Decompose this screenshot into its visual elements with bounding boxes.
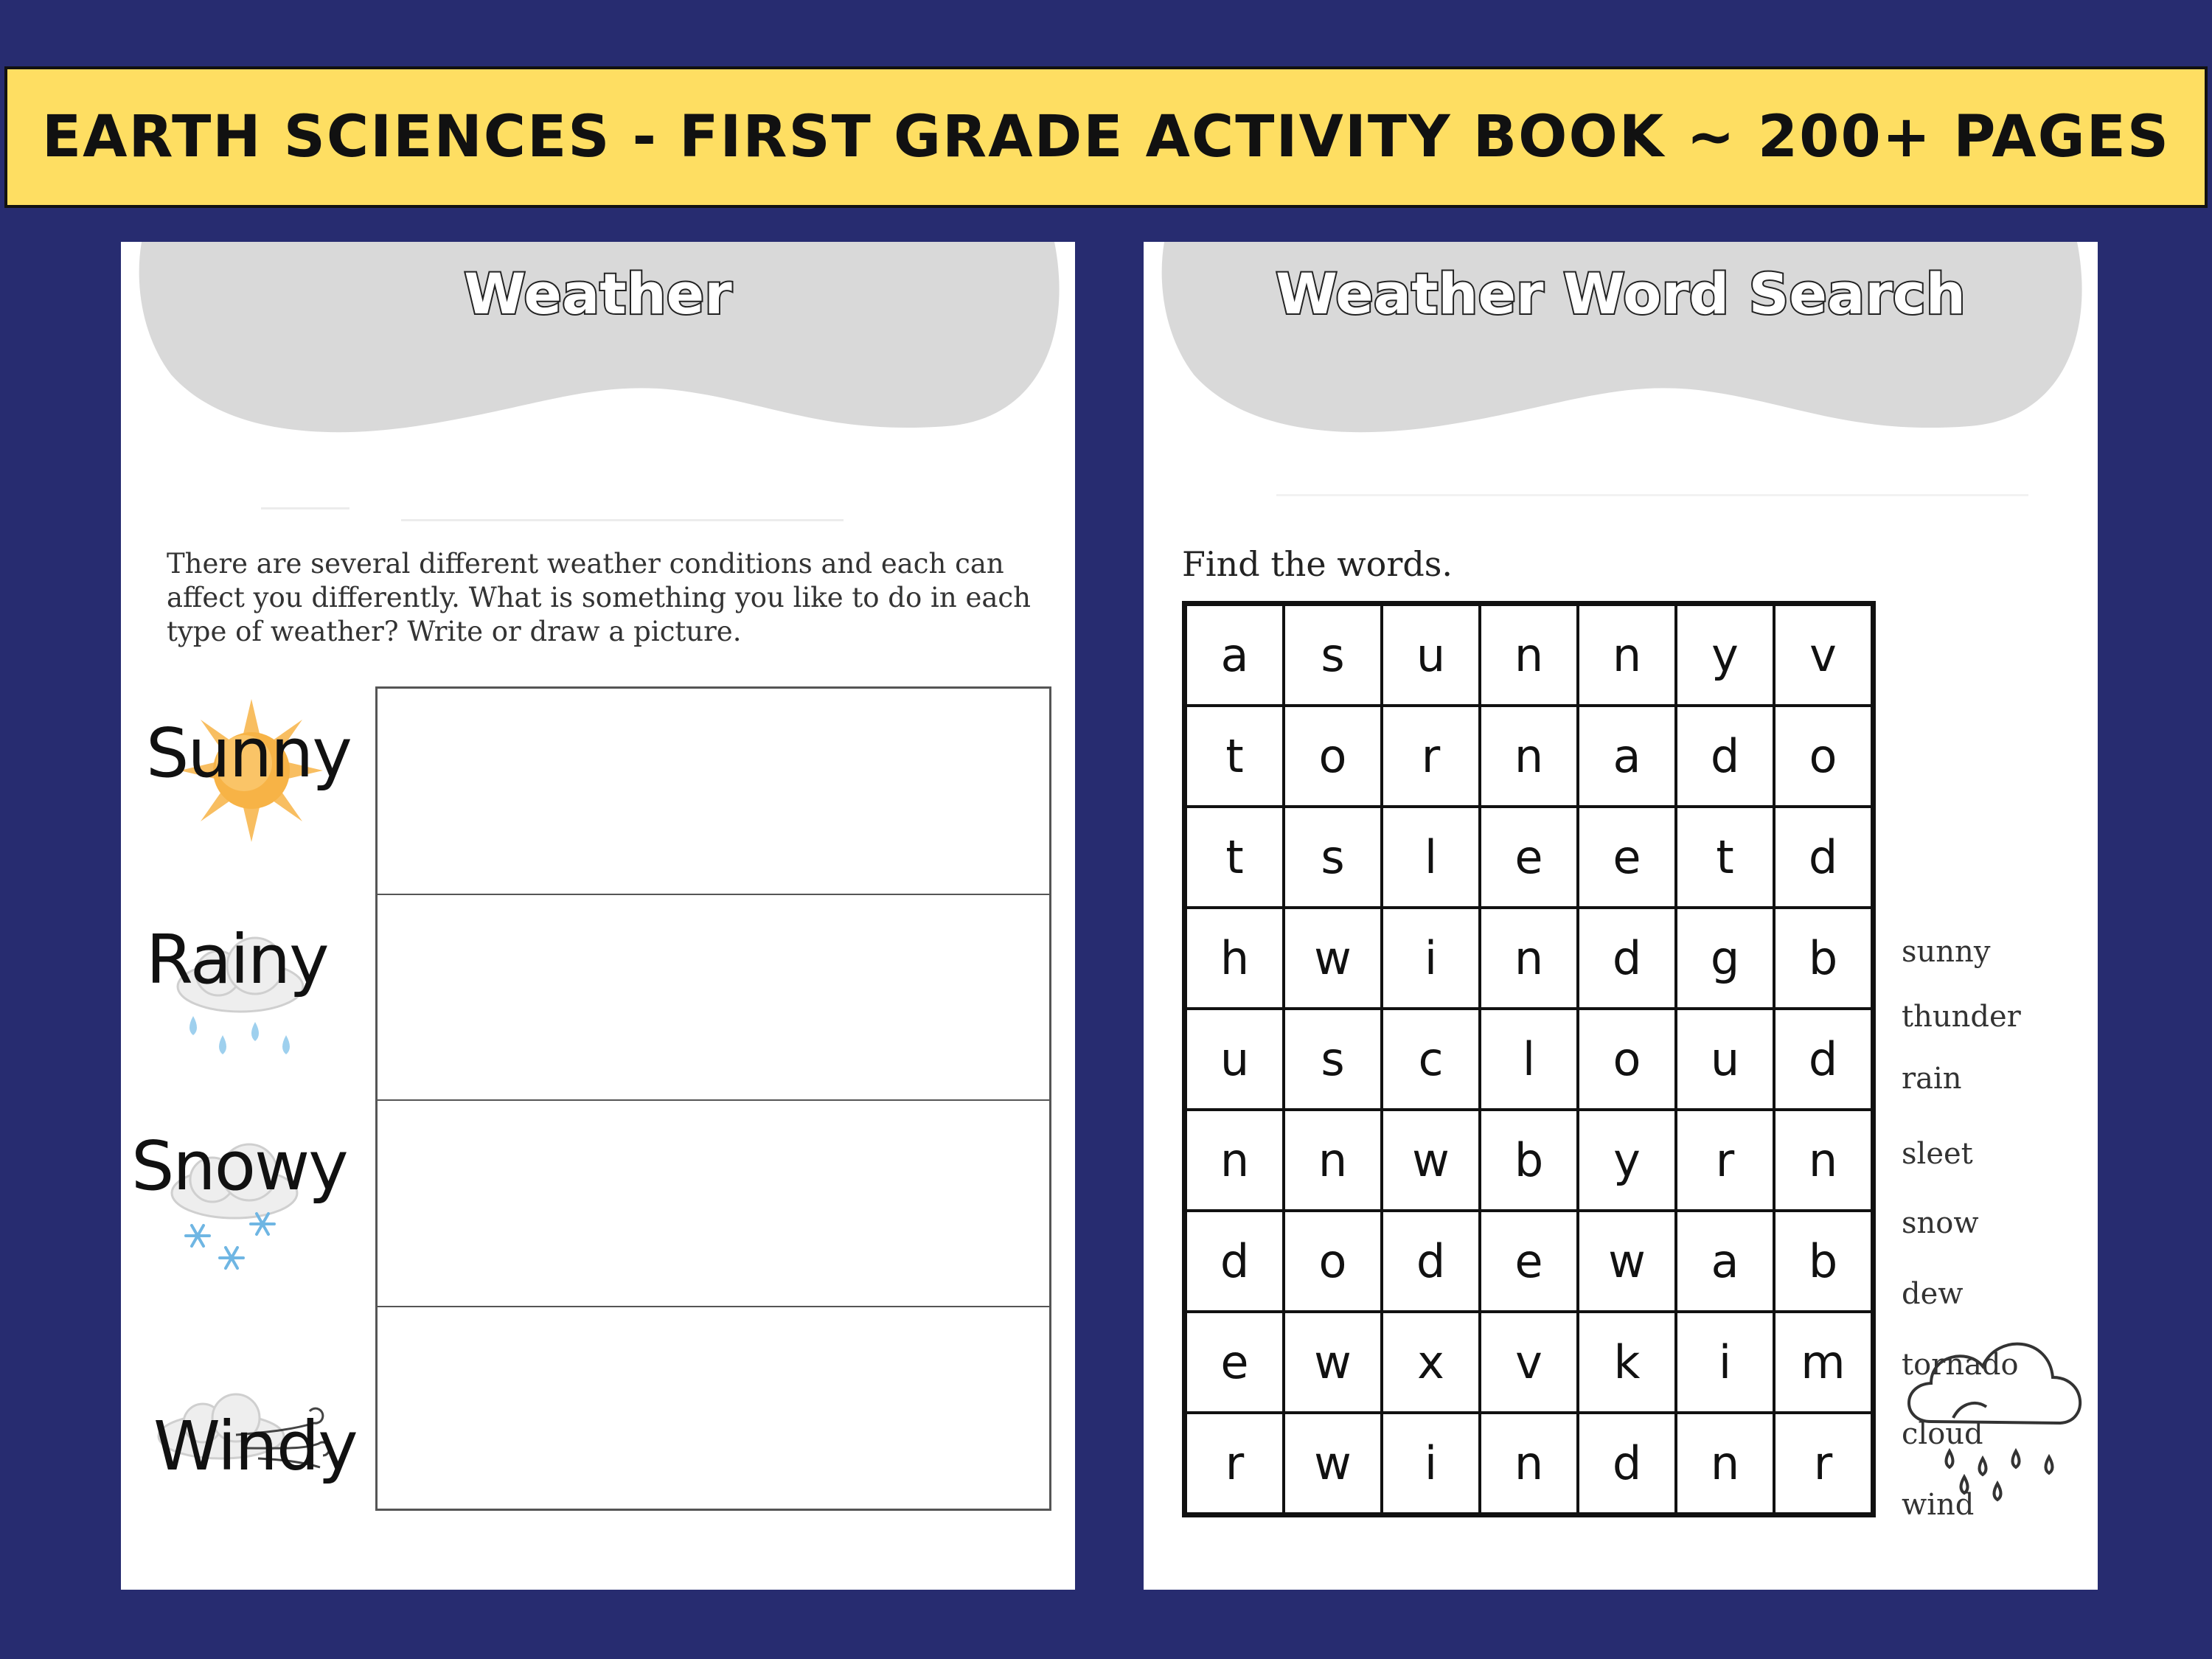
name-line-fragment <box>261 507 349 509</box>
grid-cell: k <box>1578 1312 1676 1413</box>
grid-cell: b <box>1774 1211 1872 1312</box>
name-line <box>401 519 844 521</box>
grid-cell: l <box>1382 807 1480 908</box>
grid-cell: d <box>1578 1413 1676 1514</box>
word-list-item: rain <box>1902 1062 1962 1096</box>
grid-cell: a <box>1186 605 1284 706</box>
label-windy: Windy <box>153 1407 357 1486</box>
word-list-item: sleet <box>1902 1137 1973 1171</box>
grid-cell: u <box>1676 1009 1774 1110</box>
grid-cell: d <box>1676 706 1774 807</box>
grid-cell: a <box>1578 706 1676 807</box>
rain-cloud-outline-icon <box>1902 1326 2098 1510</box>
grid-cell: w <box>1382 1110 1480 1211</box>
grid-cell: n <box>1774 1110 1872 1211</box>
word-list-item: wind <box>1902 1488 1975 1522</box>
grid-cell: t <box>1676 807 1774 908</box>
grid-cell: i <box>1382 1413 1480 1514</box>
grid-cell: i <box>1676 1312 1774 1413</box>
row-divider <box>378 1306 1049 1307</box>
grid-cell: n <box>1480 908 1578 1009</box>
grid-cell: n <box>1480 706 1578 807</box>
grid-cell: v <box>1480 1312 1578 1413</box>
grid-cell: w <box>1578 1211 1676 1312</box>
grid-cell: n <box>1480 1413 1578 1514</box>
grid-cell: m <box>1774 1312 1872 1413</box>
grid-cell: e <box>1186 1312 1284 1413</box>
grid-cell: t <box>1186 807 1284 908</box>
grid-cell: c <box>1382 1009 1480 1110</box>
grid-cell: d <box>1774 1009 1872 1110</box>
grid-cell: o <box>1578 1009 1676 1110</box>
label-sunny: Sunny <box>146 714 351 793</box>
name-line <box>1276 494 2028 496</box>
grid-cell: r <box>1774 1413 1872 1514</box>
word-search-page <box>1144 242 2098 1590</box>
row-divider <box>378 1099 1049 1101</box>
word-list-item: tornado <box>1902 1348 2019 1382</box>
grid-cell: r <box>1186 1413 1284 1514</box>
grid-cell: r <box>1382 706 1480 807</box>
word-list-item: sunny <box>1902 935 1991 969</box>
title-banner <box>4 66 2208 208</box>
grid-cell: h <box>1186 908 1284 1009</box>
grid-cell: n <box>1676 1413 1774 1514</box>
grid-cell: o <box>1284 1211 1382 1312</box>
grid-cell: i <box>1382 908 1480 1009</box>
grid-cell: t <box>1186 706 1284 807</box>
word-list-item: dew <box>1902 1277 1964 1311</box>
grid-cell: w <box>1284 1413 1382 1514</box>
grid-cell: b <box>1480 1110 1578 1211</box>
grid-cell: e <box>1578 807 1676 908</box>
answer-grid <box>375 686 1051 1511</box>
word-list-item: cloud <box>1902 1417 1983 1451</box>
grid-cell: a <box>1676 1211 1774 1312</box>
grid-cell: d <box>1382 1211 1480 1312</box>
grid-cell: n <box>1186 1110 1284 1211</box>
word-list-item: snow <box>1902 1206 1979 1240</box>
grid-cell: e <box>1480 1211 1578 1312</box>
instructions-text: There are several different weather conditions and each can affect you differently. What is something you like to do in each type of weather? Write or draw a picture. <box>167 548 1031 647</box>
row-divider <box>378 894 1049 895</box>
grid-cell: g <box>1676 908 1774 1009</box>
grid-cell: e <box>1480 807 1578 908</box>
grid-cell: s <box>1284 605 1382 706</box>
grid-cell: y <box>1578 1110 1676 1211</box>
grid-cell: d <box>1186 1211 1284 1312</box>
grid-cell: w <box>1284 908 1382 1009</box>
label-snowy: Snowy <box>131 1127 347 1206</box>
grid-cell: n <box>1480 605 1578 706</box>
grid-cell: b <box>1774 908 1872 1009</box>
grid-cell: w <box>1284 1312 1382 1413</box>
grid-cell: u <box>1186 1009 1284 1110</box>
page-title-weather: Weather <box>464 261 732 327</box>
grid-cell: d <box>1578 908 1676 1009</box>
grid-cell: n <box>1578 605 1676 706</box>
grid-cell: x <box>1382 1312 1480 1413</box>
grid-cell: s <box>1284 1009 1382 1110</box>
weather-worksheet-page <box>121 242 1075 1590</box>
label-rainy: Rainy <box>146 920 328 999</box>
grid-cell: n <box>1284 1110 1382 1211</box>
grid-cell: o <box>1774 706 1872 807</box>
grid-cell: d <box>1774 807 1872 908</box>
grid-cell: v <box>1774 605 1872 706</box>
word-search-prompt: Find the words. <box>1182 544 1453 584</box>
grid-cell: l <box>1480 1009 1578 1110</box>
grid-cell: y <box>1676 605 1774 706</box>
grid-cell: o <box>1284 706 1382 807</box>
banner-title: EARTH SCIENCES - FIRST GRADE ACTIVITY BOOK ~ 200+ PAGES <box>41 104 2171 170</box>
grid-cell: r <box>1676 1110 1774 1211</box>
grid-cell: u <box>1382 605 1480 706</box>
word-search-grid <box>1182 601 1876 1517</box>
grid-cell: s <box>1284 807 1382 908</box>
word-list-item: thunder <box>1902 1000 2021 1034</box>
page-title-word-search: Weather Word Search <box>1276 261 1966 327</box>
